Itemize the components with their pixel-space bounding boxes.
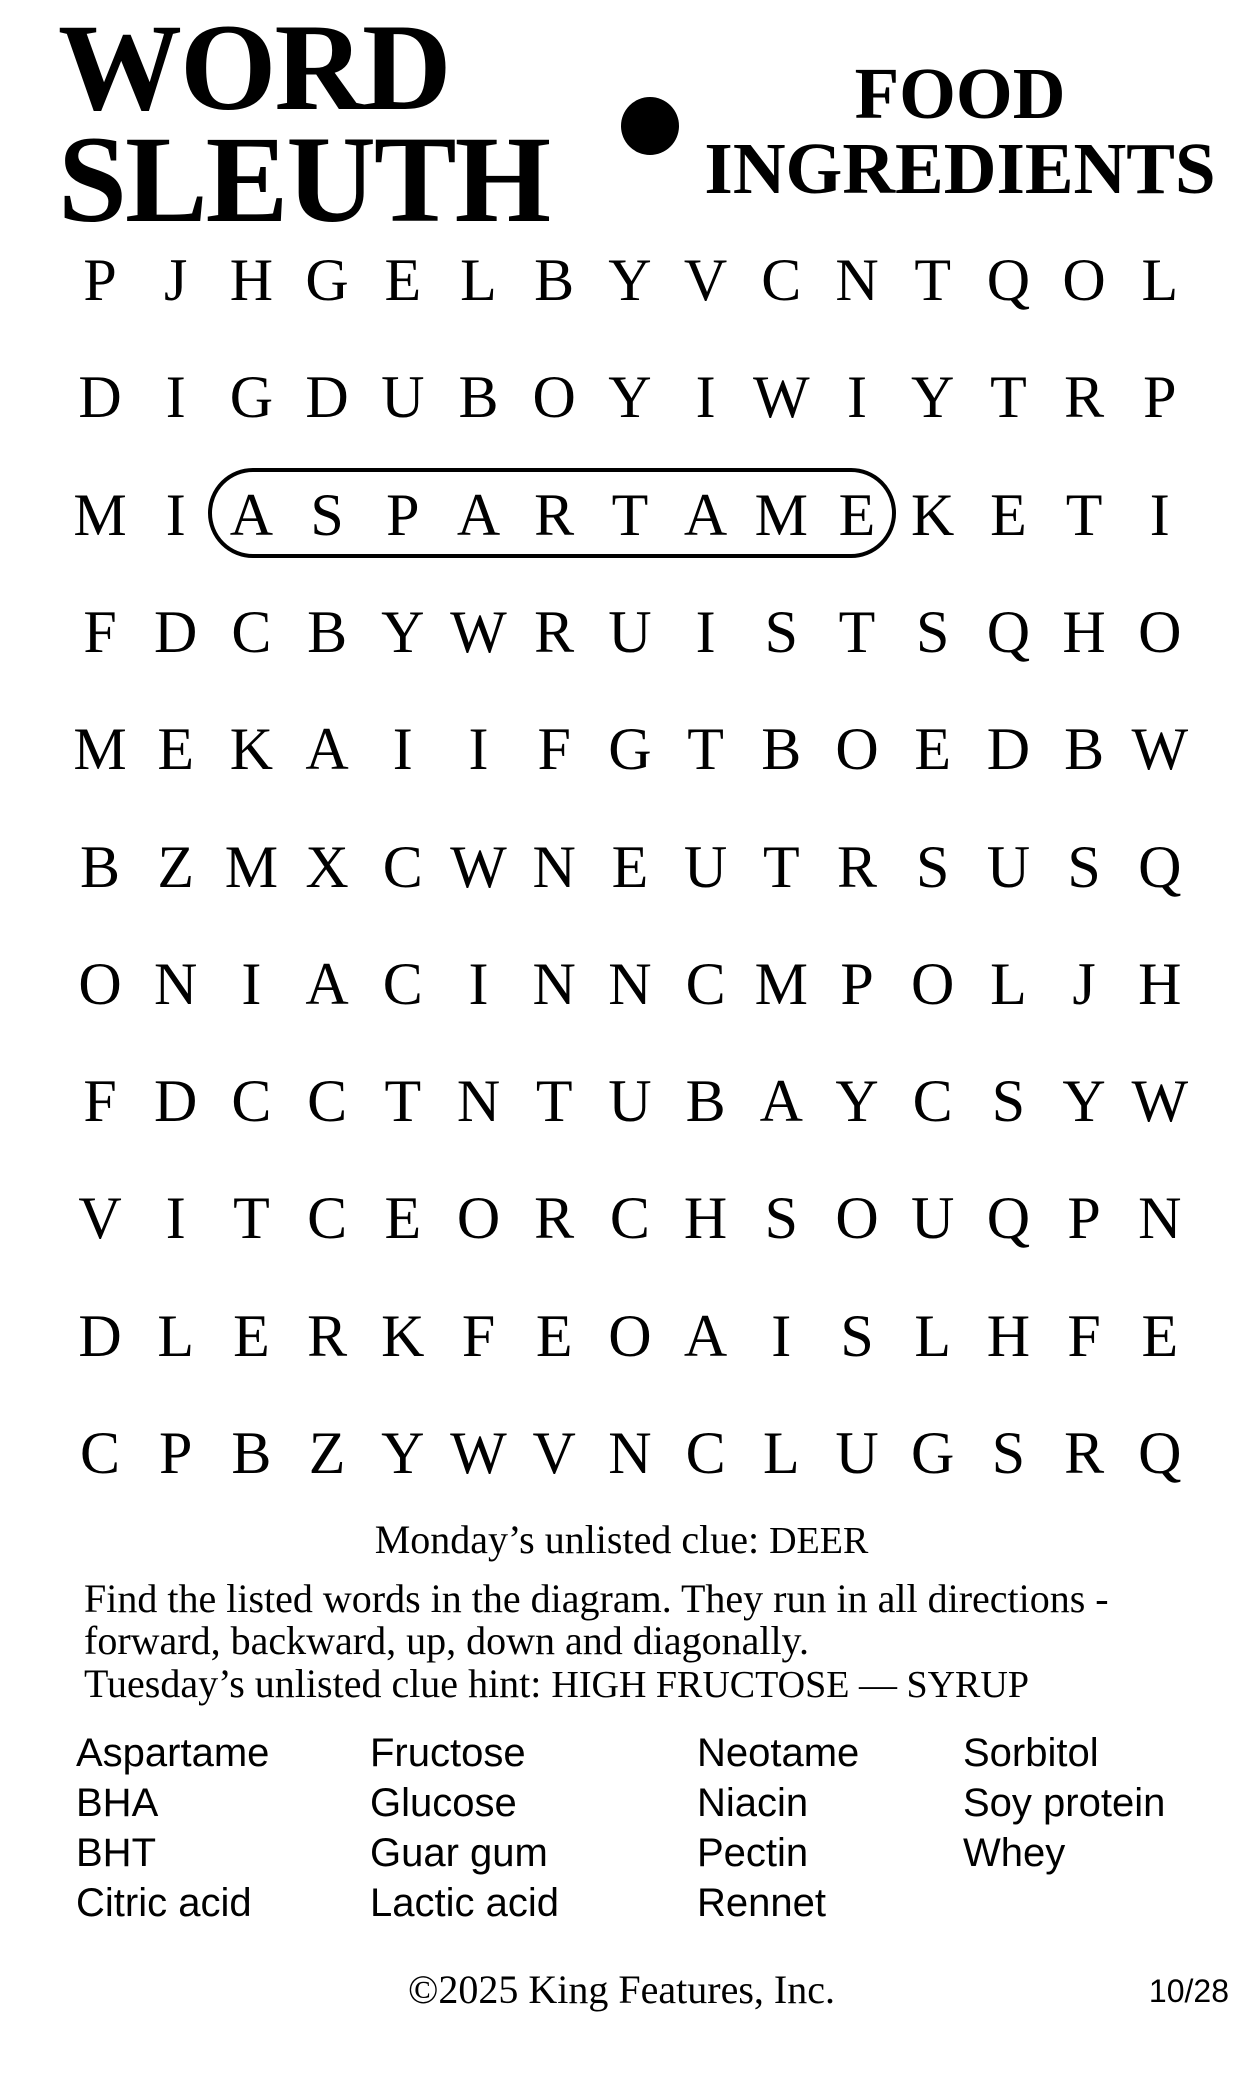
grid-letter[interactable]: T	[1065, 481, 1103, 548]
copyright: ©2025 King Features, Inc.	[408, 1967, 835, 2012]
grid-letter[interactable]: B	[1064, 716, 1105, 783]
grid-letter[interactable]: D	[154, 1068, 198, 1135]
grid-letter[interactable]: O	[532, 364, 576, 431]
title-line-sleuth: SLEUTH	[58, 110, 550, 248]
grid-letter[interactable]: Y	[608, 247, 652, 313]
grid-letter[interactable]: A	[229, 481, 274, 548]
grid-letter[interactable]: I	[165, 1185, 186, 1252]
word-item[interactable]: Whey	[963, 1831, 1066, 1875]
grid-letter[interactable]: T	[687, 716, 724, 783]
grid-letter[interactable]: U	[911, 1185, 955, 1252]
grid-letter[interactable]: B	[685, 1068, 726, 1135]
grid-letter[interactable]: Y	[1062, 1068, 1106, 1135]
grid-letter[interactable]: D	[305, 364, 349, 431]
instructions: Find the listed words in the diagram. They run in all directions - forward, backward, up, down and diagonally.	[84, 1576, 1109, 1663]
grid-letter[interactable]: P	[386, 481, 420, 548]
grid-letter[interactable]: N	[835, 247, 879, 313]
grid-letter[interactable]: R	[307, 1302, 348, 1369]
grid-letter[interactable]: Q	[1138, 1420, 1182, 1486]
tuesday-clue-label: Tuesday’s unlisted clue hint:	[84, 1661, 542, 1706]
grid-letter[interactable]: P	[159, 1420, 193, 1486]
grid-letter[interactable]: O	[78, 950, 122, 1017]
circled-example-word	[208, 468, 896, 558]
grid-letter[interactable]: S	[916, 833, 950, 900]
topic-line-2: INGREDIENTS	[704, 128, 1216, 210]
grid-letter[interactable]: O	[911, 950, 955, 1017]
grid-letter[interactable]: W	[752, 364, 810, 431]
grid-letter[interactable]: S	[764, 598, 798, 665]
word-column-4	[963, 1728, 1165, 1878]
word-item[interactable]: Niacin	[697, 1781, 809, 1825]
grid-letter[interactable]: L	[157, 1302, 195, 1369]
grid-letter[interactable]: L	[990, 950, 1027, 1017]
grid-letter[interactable]: H	[1062, 598, 1106, 665]
grid-letter[interactable]: R	[1064, 364, 1105, 431]
date-code: 10/28	[1148, 1973, 1229, 2009]
grid-letter[interactable]: C	[609, 1185, 650, 1252]
grid-letter[interactable]: E	[535, 1302, 573, 1369]
grid-letter[interactable]: S	[1067, 833, 1101, 900]
grid-letter[interactable]: D	[154, 598, 198, 665]
grid-letter[interactable]: S	[991, 1068, 1026, 1135]
word-item[interactable]: Neotame	[697, 1731, 860, 1775]
grid-letter[interactable]: W	[1131, 1068, 1189, 1135]
grid-letter[interactable]: U	[608, 1068, 652, 1135]
grid-letter[interactable]: P	[1067, 1185, 1101, 1252]
grid-letter[interactable]: U	[986, 833, 1031, 900]
grid-letter[interactable]: E	[233, 1302, 270, 1369]
word-column-3	[697, 1728, 859, 1928]
word-column-1	[76, 1728, 269, 1928]
word-item[interactable]: Citric acid	[76, 1881, 252, 1925]
grid-letter[interactable]: S	[310, 481, 344, 548]
grid-letter[interactable]: C	[912, 1068, 953, 1135]
grid-letter[interactable]: M	[73, 716, 127, 783]
grid-letter[interactable]: Z	[157, 833, 195, 900]
grid-letter[interactable]: R	[836, 833, 878, 900]
grid-letter[interactable]: B	[307, 598, 348, 665]
grid-letter[interactable]: Y	[911, 364, 955, 431]
grid-letter[interactable]: C	[307, 1068, 348, 1135]
grid-letter[interactable]: F	[83, 598, 117, 665]
grid-letter[interactable]: V	[683, 247, 728, 313]
grid-letter[interactable]: P	[1143, 364, 1177, 431]
grid-letter[interactable]: Q	[1138, 833, 1182, 900]
grid-letter[interactable]: K	[229, 716, 274, 783]
grid-letter[interactable]: S	[916, 598, 950, 665]
word-item[interactable]: Soy protein	[963, 1781, 1166, 1825]
grid-letter[interactable]: I	[241, 950, 262, 1017]
grid-letter[interactable]: I	[468, 716, 489, 783]
tuesday-clue	[84, 1662, 1029, 1707]
grid-letter[interactable]: H	[229, 247, 274, 313]
grid-letter[interactable]: I	[165, 364, 186, 431]
grid-letter[interactable]: B	[534, 247, 575, 313]
grid-letter[interactable]: C	[685, 950, 726, 1017]
grid-letter[interactable]: I	[165, 481, 186, 548]
grid-letter[interactable]: T	[233, 1185, 270, 1252]
grid-letter[interactable]: E	[384, 1185, 422, 1252]
grid-letter[interactable]: I	[695, 598, 716, 665]
grid-letter[interactable]: X	[305, 833, 349, 900]
grid-letter[interactable]: G	[229, 364, 274, 431]
grid-letter[interactable]: W	[450, 833, 507, 900]
grid-letter[interactable]: B	[79, 833, 121, 900]
grid-letter[interactable]: H	[683, 1185, 728, 1252]
grid-letter[interactable]: Y	[381, 598, 425, 665]
grid-letter[interactable]: G	[608, 716, 652, 783]
grid-letter[interactable]: H	[986, 1302, 1031, 1369]
word-item[interactable]: Fructose	[370, 1731, 526, 1775]
word-item[interactable]: Pectin	[697, 1831, 809, 1875]
grid-letter[interactable]: D	[78, 364, 122, 431]
grid-letter[interactable]: M	[73, 481, 127, 548]
grid-letter[interactable]: I	[1149, 481, 1170, 548]
grid-letter[interactable]: O	[456, 1185, 501, 1252]
grid-letter[interactable]: O	[835, 716, 879, 783]
grid-letter[interactable]: W	[1131, 716, 1189, 783]
grid-letter[interactable]: T	[990, 364, 1027, 431]
grid-letter[interactable]: N	[532, 833, 576, 900]
grid-letter[interactable]: O	[608, 1302, 652, 1369]
grid-letter[interactable]: N	[154, 950, 198, 1017]
grid-letter[interactable]: U	[381, 364, 425, 431]
grid-letter[interactable]: N	[456, 1068, 501, 1135]
grid-letter[interactable]: J	[164, 247, 188, 313]
grid-letter[interactable]: F	[83, 1068, 117, 1135]
grid-letter[interactable]: E	[384, 247, 422, 313]
grid-letter[interactable]: S	[991, 1420, 1026, 1486]
grid-letter[interactable]: M	[754, 950, 808, 1017]
grid-letter[interactable]: Y	[381, 1420, 425, 1486]
grid-letter[interactable]: M	[224, 833, 279, 900]
grid-letter[interactable]: L	[460, 247, 497, 313]
grid-letter[interactable]: A	[683, 481, 728, 548]
grid-letter[interactable]: L	[1141, 247, 1179, 313]
grid-letter[interactable]: A	[456, 481, 501, 548]
monday-clue-answer: DEER	[769, 1520, 869, 1562]
grid-letter[interactable]: W	[450, 1420, 507, 1486]
grid-letter[interactable]: I	[847, 364, 867, 431]
monday-clue-label: Monday’s unlisted clue:	[374, 1517, 760, 1562]
grid-letter[interactable]: N	[608, 950, 652, 1017]
grid-letter[interactable]: R	[1064, 1420, 1105, 1486]
grid-letter[interactable]: E	[838, 481, 876, 548]
monday-clue	[0, 1518, 1243, 1563]
grid-letter[interactable]: V	[78, 1185, 122, 1252]
grid-letter[interactable]: G	[305, 247, 349, 313]
grid-letter[interactable]: R	[534, 598, 575, 665]
word-list	[0, 1728, 1243, 1948]
grid-letter[interactable]: L	[762, 1420, 800, 1486]
grid-letter[interactable]: O	[835, 1185, 879, 1252]
grid-letter[interactable]: J	[1072, 950, 1096, 1017]
grid-letter[interactable]: N	[608, 1420, 652, 1486]
grid-letter[interactable]: D	[986, 716, 1031, 783]
grid-letter[interactable]: V	[532, 1420, 576, 1486]
grid-letter[interactable]: E	[611, 833, 649, 900]
grid-letter[interactable]: C	[307, 1185, 348, 1252]
grid-letter[interactable]: T	[611, 481, 649, 548]
grid-letter[interactable]: N	[1138, 1185, 1182, 1252]
grid-letter[interactable]: T	[384, 1068, 422, 1135]
puzzle-topic	[690, 53, 1230, 210]
grid-letter[interactable]: Q	[986, 247, 1031, 313]
grid-letter[interactable]: I	[771, 1302, 792, 1369]
grid-letter[interactable]: Q	[986, 1185, 1031, 1252]
title-bullet-icon	[621, 97, 679, 155]
grid-letter[interactable]: U	[683, 833, 728, 900]
grid-letter[interactable]: A	[305, 950, 349, 1017]
grid-letter[interactable]: C	[231, 1068, 272, 1135]
grid-letter[interactable]: I	[695, 364, 716, 431]
grid-letter[interactable]: C	[382, 833, 423, 900]
grid-letter[interactable]: Q	[986, 598, 1031, 665]
grid-letter[interactable]: K	[911, 481, 955, 548]
grid-letter[interactable]: E	[1141, 1302, 1179, 1369]
grid-letter[interactable]: A	[759, 1068, 803, 1135]
grid-letter[interactable]: C	[79, 1420, 121, 1486]
grid-letter[interactable]: C	[685, 1420, 726, 1486]
word-item[interactable]: BHT	[76, 1831, 156, 1875]
grid-letter[interactable]: M	[754, 481, 808, 548]
grid-letter[interactable]: O	[1062, 247, 1106, 313]
grid-letter[interactable]: C	[231, 598, 272, 665]
grid-letter[interactable]: T	[914, 247, 952, 313]
grid-letter[interactable]: B	[458, 364, 499, 431]
grid-letter[interactable]: W	[450, 598, 507, 665]
grid-letter[interactable]: I	[392, 716, 413, 783]
grid-letter[interactable]: F	[1067, 1302, 1101, 1369]
grid-letter[interactable]: C	[761, 247, 802, 313]
grid-letter[interactable]: T	[535, 1068, 573, 1135]
grid-letter[interactable]: B	[761, 716, 802, 783]
grid-letter[interactable]: N	[532, 950, 576, 1017]
grid-letter[interactable]: E	[990, 481, 1027, 548]
grid-letter[interactable]: Y	[835, 1068, 879, 1135]
grid-letter[interactable]: P	[840, 950, 874, 1017]
grid-letter[interactable]: K	[381, 1302, 425, 1369]
grid-letter[interactable]: I	[468, 950, 489, 1017]
grid-letter[interactable]: E	[914, 716, 952, 783]
grid-letter[interactable]: U	[608, 598, 652, 665]
grid-letter[interactable]: Z	[308, 1420, 346, 1486]
word-item[interactable]: Aspartame	[76, 1731, 270, 1775]
grid-letter[interactable]: A	[683, 1302, 728, 1369]
word-item[interactable]: Sorbitol	[963, 1731, 1099, 1775]
grid-letter[interactable]: R	[534, 481, 575, 548]
grid-letter[interactable]: H	[1138, 950, 1182, 1017]
grid-letter[interactable]: T	[838, 598, 876, 665]
grid-letter[interactable]: Y	[608, 364, 652, 431]
word-item[interactable]: Rennet	[697, 1881, 826, 1925]
grid-letter[interactable]: P	[83, 247, 117, 313]
grid-letter[interactable]: R	[534, 1185, 575, 1252]
grid-letter[interactable]: S	[764, 1185, 798, 1252]
puzzle-title	[58, 0, 598, 248]
word-item[interactable]: Glucose	[370, 1781, 517, 1825]
grid-letter[interactable]: B	[231, 1420, 272, 1486]
grid-letter[interactable]: T	[762, 833, 800, 900]
grid-letter[interactable]: C	[382, 950, 423, 1017]
grid-letter[interactable]: A	[305, 716, 349, 783]
grid-letter[interactable]: U	[835, 1420, 879, 1486]
grid-letter[interactable]: E	[157, 716, 195, 783]
word-item[interactable]: BHA	[76, 1781, 159, 1825]
tuesday-clue-answer: HIGH FRUCTOSE — SYRUP	[551, 1664, 1029, 1706]
word-item[interactable]: Lactic acid	[370, 1881, 559, 1925]
grid-letter[interactable]: G	[911, 1420, 955, 1486]
title-line-word: WORD	[58, 0, 450, 136]
grid-letter[interactable]: S	[840, 1302, 874, 1369]
grid-letter[interactable]: L	[914, 1302, 952, 1369]
grid-letter[interactable]: F	[537, 716, 571, 783]
grid-letter[interactable]: D	[78, 1302, 122, 1369]
word-column-2	[370, 1728, 559, 1928]
grid-letter[interactable]: F	[461, 1302, 496, 1369]
word-item[interactable]: Guar gum	[370, 1831, 548, 1875]
grid-letter[interactable]: O	[1138, 598, 1182, 665]
topic-line-1: FOOD	[854, 53, 1066, 134]
